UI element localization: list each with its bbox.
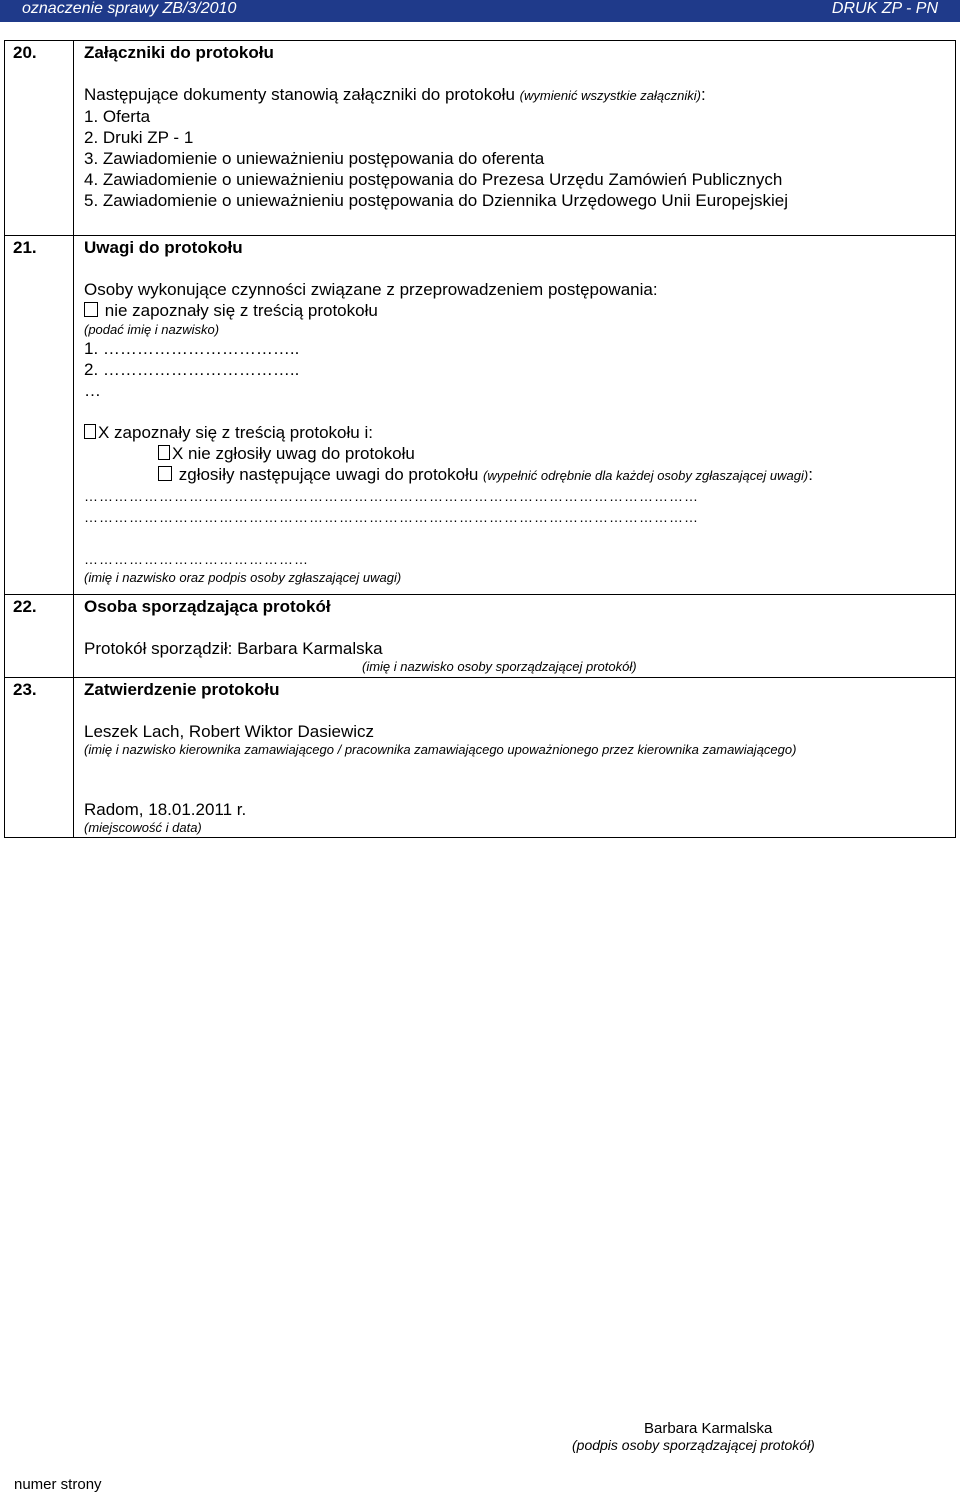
prepared-by: Protokół sporządził: Barbara Karmalska	[84, 639, 383, 658]
section-23	[5, 678, 956, 838]
option-remarks: zgłosiły następujące uwagi do protokołu (wypełnić odrębnie dla każdej osoby zgłaszającej uwagi):	[84, 464, 947, 486]
checkbox-icon[interactable]	[158, 466, 172, 481]
name-line: 1. ……………………………..	[84, 339, 300, 358]
name-note: (podać imię i nazwisko)	[84, 322, 220, 337]
checkbox-icon[interactable]	[84, 424, 96, 439]
section-20	[5, 41, 956, 236]
section-22	[5, 595, 956, 678]
protocol-table	[4, 40, 956, 838]
place-date: Radom, 18.01.2011 r.	[84, 800, 247, 819]
name-line: 2. ……………………………..	[84, 360, 300, 379]
section-body	[74, 678, 956, 838]
section-body	[74, 41, 956, 236]
signature-role: (podpis osoby sporządzającej protokół)	[572, 1437, 815, 1453]
page-header	[0, 0, 960, 22]
persons-intro: Osoby wykonujące czynności związane z przeprowadzeniem postępowania:	[84, 280, 658, 299]
form-code: DRUK ZP - PN	[831, 0, 938, 17]
page-number-label: numer strony	[14, 1476, 102, 1493]
option-not-read: nie zapoznały się z treścią protokołu	[84, 300, 947, 321]
attachment-item: 4. Zawiadomienie o unieważnieniu postępowania do Prezesa Urzędu Zamówień Publicznych	[84, 170, 783, 189]
option-no-remarks: X nie zgłosiły uwag do protokołu	[84, 443, 947, 464]
remarks-line: ……………………………………………………………………………………………………………	[84, 509, 699, 525]
place-date-note: (miejscowość i data)	[84, 820, 202, 835]
name-line: …	[84, 381, 101, 400]
attachment-item: 3. Zawiadomienie o unieważnieniu postępowania do oferenta	[84, 149, 545, 168]
case-number: oznaczenie sprawy ZB/3/2010	[22, 0, 237, 17]
attachment-item: 2. Druki ZP - 1	[84, 128, 194, 147]
signature-block	[572, 1420, 872, 1453]
section-body	[74, 236, 956, 595]
checkbox-icon[interactable]	[84, 302, 98, 317]
attachment-item: 1. Oferta	[84, 107, 151, 126]
checkbox-icon[interactable]	[158, 445, 170, 460]
approvers: Leszek Lach, Robert Wiktor Dasiewicz	[84, 722, 375, 741]
attachments-intro: Następujące dokumenty stanowią załączniki do protokołu (wymienić wszystkie załączniki):	[84, 85, 706, 104]
attachment-item: 5. Zawiadomienie o unieważnieniu postępowania do Dziennika Urzędowego Unii Europejskiej	[84, 191, 789, 210]
remarks-line: ……………………………………………………………………………………………………………	[84, 488, 699, 504]
prepared-by-note: (imię i nazwisko osoby sporządzającej protokół)	[362, 659, 637, 674]
approvers-note: (imię i nazwisko kierownika zamawiającego / pracownika zamawiającego upoważnionego przez kierownika zamawiającego)	[84, 742, 797, 757]
signature-line: ………………………………………	[84, 551, 309, 567]
option-read: X zapoznały się z treścią protokołu i:	[84, 422, 947, 443]
section-21	[5, 236, 956, 595]
section-title: Załączniki do protokołu	[84, 43, 274, 62]
section-body	[74, 595, 956, 678]
section-title: Uwagi do protokołu	[84, 238, 243, 257]
signature-name: Barbara Karmalska	[644, 1420, 773, 1437]
section-number: 21.	[5, 236, 74, 595]
section-title: Osoba sporządzająca protokół	[84, 597, 331, 616]
section-number: 23.	[5, 678, 74, 838]
signature-note: (imię i nazwisko oraz podpis osoby zgłaszającej uwagi)	[84, 570, 402, 585]
section-number: 20.	[5, 41, 74, 236]
section-title: Zatwierdzenie protokołu	[84, 680, 280, 699]
section-number: 22.	[5, 595, 74, 678]
